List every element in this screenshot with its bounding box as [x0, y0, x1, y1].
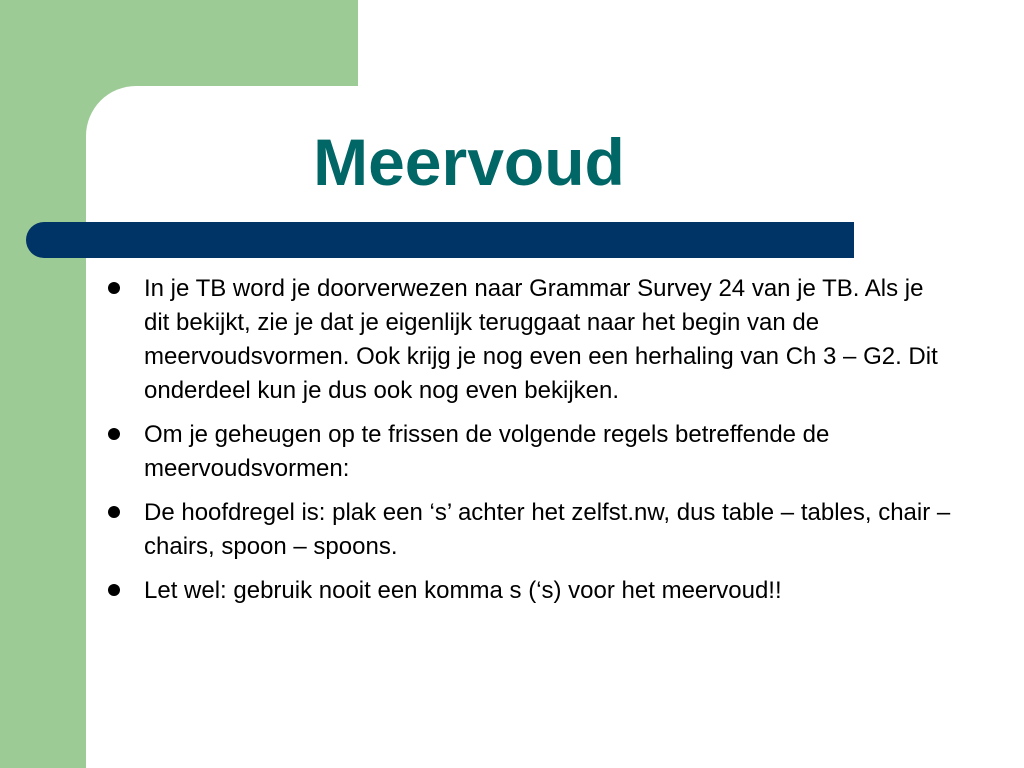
bullet-list [104, 272, 954, 618]
bullet-dot-icon [108, 506, 120, 518]
bullet-dot-icon [108, 428, 120, 440]
title-underline-bar [26, 222, 854, 258]
slide-title: Meervoud [313, 125, 625, 199]
bullet-item [104, 574, 954, 608]
bullet-text: Om je geheugen op te frissen de volgende regels betreffende de meervoudsvormen: [144, 421, 830, 482]
bullet-text: De hoofdregel is: plak een ‘s’ achter het zelfst.nw, dus table – tables, chair – chairs, spoon – spoons. [144, 499, 951, 560]
bullet-dot-icon [108, 584, 120, 596]
bullet-text: In je TB word je doorverwezen naar Grammar Survey 24 van je TB. Als je dit bekijkt, zie je dat je eigenlijk teruggaat naar het begin van de meervoudsvormen. Ook krijg je nog even een herhaling van Ch 3 – G2. Dit onderdeel kun je dus ook nog even bekijken. [144, 275, 938, 404]
bullet-item [104, 496, 954, 564]
bullet-text: Let wel: gebruik nooit een komma s (‘s) voor het meervoud!! [144, 577, 782, 604]
bullet-item [104, 418, 954, 486]
bullet-dot-icon [108, 282, 120, 294]
bullet-item [104, 272, 954, 408]
